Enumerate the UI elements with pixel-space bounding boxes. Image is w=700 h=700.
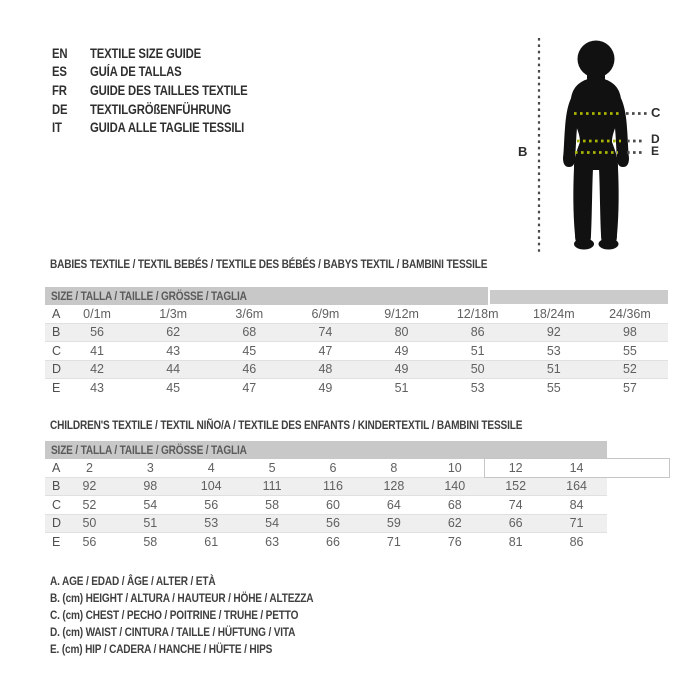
table-cell: 54 (265, 516, 280, 531)
table-cell: 49 (318, 381, 333, 396)
table-cell: 51 (394, 381, 409, 396)
table-cell: 80 (394, 325, 409, 340)
babies-section-title (50, 258, 571, 270)
table-cell: 49 (394, 343, 409, 358)
table-cell: 58 (265, 497, 280, 512)
table-cell: 50 (82, 516, 97, 531)
language-title-list (52, 44, 278, 137)
language-title: TEXTILGRÖßENFÜHRUNG (90, 101, 232, 117)
table-cell: 68 (242, 325, 257, 340)
babies-table-header (45, 287, 488, 305)
table-cell: 56 (204, 497, 219, 512)
table-cell: 12/18m (456, 306, 499, 321)
row-label: D (52, 516, 62, 531)
figure-label-waist: D (651, 132, 660, 146)
table-cell: 1/3m (159, 306, 188, 321)
legend-line-a: A. AGE / EDAD / ÂGE / ALTER / ETÀ (50, 574, 216, 588)
table-cell: 43 (166, 343, 181, 358)
language-code: IT (52, 120, 62, 136)
table-cell: 10 (447, 460, 462, 475)
table-cell: 62 (447, 516, 462, 531)
language-code: ES (52, 64, 67, 80)
table-cell: 14 (569, 460, 584, 475)
table-cell: 152 (505, 479, 527, 494)
table-cell: 74 (318, 325, 333, 340)
table-cell: 68 (447, 497, 462, 512)
legend-line-c: C. (cm) CHEST / PECHO / POITRINE / TRUHE / PETTO (50, 608, 299, 622)
table-cell: 43 (90, 381, 105, 396)
table-cell: 9/12m (384, 306, 419, 321)
language-code: EN (52, 45, 68, 61)
table-row-b (45, 478, 607, 497)
table-cell: 164 (566, 479, 587, 494)
table-cell: 71 (386, 535, 401, 550)
row-label: B (52, 479, 61, 494)
table-cell: 81 (508, 535, 523, 550)
table-cell: 92 (82, 479, 97, 494)
table-cell: 56 (90, 325, 105, 340)
table-cell: 6 (329, 460, 337, 475)
table-cell: 3/6m (235, 306, 264, 321)
table-cell: 47 (242, 381, 257, 396)
table-cell: 52 (622, 362, 637, 377)
children-table-header (45, 441, 607, 459)
table-cell: 86 (569, 535, 584, 550)
table-cell: 61 (204, 535, 219, 550)
table-row-d (45, 361, 668, 380)
table-cell: 58 (143, 535, 158, 550)
table-cell: 74 (508, 497, 523, 512)
babies-table-header-bar (45, 287, 668, 305)
table-cell: 71 (569, 516, 584, 531)
table-cell: 76 (447, 535, 462, 550)
table-cell: 18/24m (532, 306, 575, 321)
row-label: A (52, 306, 61, 321)
table-cell: 44 (166, 362, 181, 377)
row-label: B (52, 325, 61, 340)
table-cell: 60 (326, 497, 340, 512)
children-table-header-bar (45, 441, 607, 459)
table-cell: 51 (470, 343, 485, 358)
row-label: C (52, 343, 62, 358)
table-cell: 45 (242, 343, 257, 358)
table-row-b (45, 324, 668, 343)
table-cell: 48 (318, 362, 333, 377)
measurement-legend (50, 574, 364, 659)
table-cell: 116 (323, 479, 343, 494)
language-title: TEXTILE SIZE GUIDE (90, 45, 202, 61)
row-label: E (52, 535, 61, 550)
figure-label-height: B (518, 144, 528, 159)
table-cell: 86 (470, 325, 485, 340)
table-cell: 64 (386, 497, 401, 512)
table-cell: 53 (470, 381, 485, 396)
table-cell: 56 (326, 516, 340, 531)
table-cell: 8 (390, 460, 398, 475)
table-cell: 12 (508, 460, 523, 475)
table-cell: 98 (622, 325, 637, 340)
table-row-a (45, 305, 668, 324)
table-cell: 56 (82, 535, 97, 550)
table-cell: 66 (326, 535, 340, 550)
language-title: GUIDE DES TAILLES TEXTILE (90, 82, 248, 98)
table-cell: 41 (90, 343, 105, 358)
table-row-e (45, 533, 607, 552)
table-cell: 2 (85, 460, 93, 475)
table-cell: 51 (143, 516, 158, 531)
table-cell: 140 (444, 479, 466, 494)
table-cell: 42 (90, 362, 105, 377)
table-row-c (45, 496, 607, 515)
table-cell: 3 (146, 460, 154, 475)
table-cell: 92 (546, 325, 561, 340)
table-cell: 5 (268, 460, 276, 475)
children-table-body (45, 459, 607, 552)
legend-line-d: D. (cm) WAIST / CINTURA / TAILLE / HÜFTUNG / VITA (50, 625, 296, 639)
table-cell: 53 (546, 343, 561, 358)
babies-size-table (45, 287, 668, 398)
table-cell: 0/1m (83, 306, 111, 321)
row-label: C (52, 497, 62, 512)
babies-table-body (45, 305, 668, 398)
row-label: A (52, 460, 61, 475)
table-row-a (45, 459, 607, 478)
language-row-es (52, 63, 278, 82)
language-code: DE (52, 101, 68, 117)
legend-line-b: B. (cm) HEIGHT / ALTURA / HAUTEUR / HÖHE / ALTEZZA (50, 591, 314, 605)
legend-line-e: E. (cm) HIP / CADERA / HANCHE / HÜFTE / HIPS (50, 642, 273, 656)
language-row-de (52, 100, 278, 119)
children-section-title-text: CHILDREN'S TEXTILE / TEXTIL NIÑO/A / TEXTILE DES ENFANTS / KINDERTEXTIL / BAMBINI TESSILE (50, 418, 523, 432)
children-table-header-text: SIZE / TALLA / TAILLE / GRÖSSE / TAGLIA (51, 443, 247, 457)
table-cell: 49 (394, 362, 409, 377)
table-cell: 46 (242, 362, 257, 377)
row-label: D (52, 362, 62, 377)
language-title: GUIDA ALLE TAGLIE TESSILI (90, 120, 245, 136)
table-cell: 104 (200, 479, 222, 494)
row-label: E (52, 381, 61, 396)
table-cell: 63 (265, 535, 280, 550)
table-cell: 52 (82, 497, 97, 512)
table-row-d (45, 515, 607, 534)
table-cell: 59 (386, 516, 401, 531)
children-size-table (45, 441, 607, 552)
table-row-c (45, 342, 668, 361)
language-title: GUÍA DE TALLAS (90, 64, 182, 80)
table-cell: 84 (569, 497, 584, 512)
babies-section-title-text: BABIES TEXTILE / TEXTIL BEBÉS / TEXTILE DES BÉBÉS / BABYS TEXTIL / BAMBINI TESSILE (50, 257, 488, 271)
table-row-e (45, 379, 668, 398)
table-cell: 50 (470, 362, 485, 377)
table-cell: 51 (546, 362, 561, 377)
table-cell: 53 (204, 516, 219, 531)
table-cell: 4 (207, 460, 215, 475)
language-row-en (52, 44, 278, 63)
figure-label-hip: E (651, 144, 660, 158)
table-cell: 57 (622, 381, 637, 396)
babies-table-header-extension (490, 290, 668, 304)
table-cell: 66 (508, 516, 523, 531)
table-cell: 45 (166, 381, 181, 396)
table-cell: 24/36m (609, 306, 651, 321)
table-cell: 128 (383, 479, 405, 494)
children-section-title (50, 419, 612, 431)
table-cell: 54 (143, 497, 158, 512)
child-silhouette (563, 41, 629, 250)
language-row-fr (52, 81, 278, 100)
language-code: FR (52, 82, 67, 98)
table-cell: 55 (546, 381, 561, 396)
table-cell: 111 (262, 479, 282, 494)
table-cell: 62 (166, 325, 181, 340)
table-cell: 98 (143, 479, 158, 494)
language-row-it (52, 118, 278, 137)
table-cell: 47 (318, 343, 333, 358)
table-cell: 55 (622, 343, 637, 358)
figure-label-chest: C (651, 105, 661, 120)
table-cell: 6/9m (311, 306, 340, 321)
babies-table-header-text: SIZE / TALLA / TAILLE / GRÖSSE / TAGLIA (51, 289, 247, 303)
